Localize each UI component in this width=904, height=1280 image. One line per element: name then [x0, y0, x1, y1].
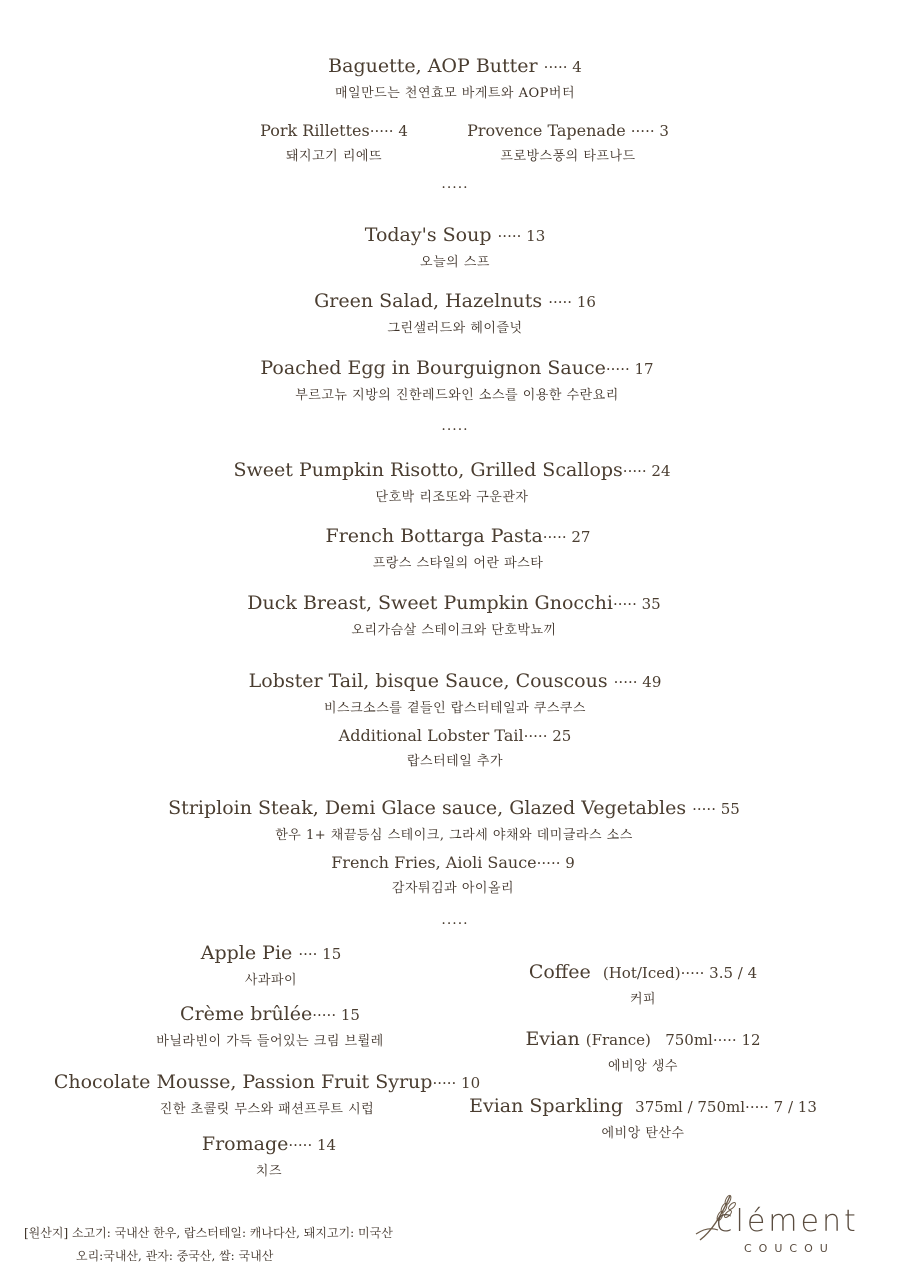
item-name: Green Salad, Hazelnuts — [314, 290, 543, 312]
item-price: ····· 10 — [432, 1074, 481, 1092]
menu-item-soup — [365, 223, 545, 272]
restaurant-logo — [694, 1190, 864, 1262]
section-separator: ····· — [441, 422, 469, 438]
item-korean: 감자튀김과 아이올리 — [391, 881, 515, 896]
item-price: ····· 3.5 / 4 — [680, 964, 758, 982]
menu-item-egg — [260, 356, 653, 405]
item-name: Provence Tapenade — [467, 121, 626, 140]
menu-item-fromage — [202, 1132, 336, 1181]
origin-line-2: 오리:국내산, 관자: 중국산, 쌀: 국내산 — [76, 1249, 274, 1263]
item-name: French Bottarga Pasta — [325, 525, 543, 547]
item-name: Sweet Pumpkin Risotto, Grilled Scallops — [233, 459, 623, 481]
item-detail: (Hot/Iced) — [602, 964, 681, 982]
item-price: ····· 4 — [369, 122, 408, 140]
item-korean: 진한 초콜릿 무스와 패션프루트 시럽 — [159, 1102, 375, 1117]
item-korean: 바닐라빈이 가득 들어있는 크림 브륄레 — [156, 1034, 384, 1049]
menu-item-apple-pie — [201, 941, 342, 990]
item-name: Apple Pie — [200, 942, 293, 964]
item-name: Chocolate Mousse, Passion Fruit Syrup — [53, 1071, 433, 1093]
item-korean: 부르고뉴 지방의 진한레드와인 소스를 이용한 수란요리 — [295, 388, 619, 403]
item-price: ···· 15 — [298, 945, 342, 963]
item-korean: 오리가슴살 스테이크와 단호박뇨끼 — [351, 623, 557, 638]
item-name: Pork Rillettes — [260, 121, 370, 140]
item-price: ····· 55 — [692, 800, 740, 818]
item-price: ····· 17 — [605, 360, 654, 378]
item-price: ····· 25 — [523, 727, 572, 745]
menu-item-duck — [247, 591, 660, 640]
item-price: ····· 13 — [497, 227, 546, 245]
item-price: ····· 27 — [542, 528, 591, 546]
item-price: ····· 9 — [536, 854, 575, 872]
menu-item-coffee — [529, 960, 757, 1009]
item-name: Evian — [525, 1028, 580, 1050]
menu-item-steak — [168, 796, 740, 845]
menu-item-evian-sparkling — [469, 1094, 817, 1143]
item-name: Lobster Tail, bisque Sauce, Couscous — [248, 670, 608, 692]
item-korean: 단호박 리조또와 구운관자 — [375, 490, 529, 505]
item-name: Today's Soup — [364, 224, 492, 246]
menu-item-tapenade — [467, 120, 669, 166]
item-price: ····· 14 — [288, 1136, 337, 1154]
item-korean: 오늘의 스프 — [420, 255, 490, 270]
menu-item-lobster-additional — [339, 725, 572, 771]
menu-item-creme-brulee — [156, 1002, 383, 1051]
item-price: ····· 49 — [613, 673, 662, 691]
item-name: Additional Lobster Tail — [338, 726, 524, 745]
item-korean: 비스크소스를 곁들인 랍스터테일과 쿠스쿠스 — [323, 701, 586, 716]
item-name: French Fries, Aioli Sauce — [331, 853, 537, 872]
logo-subtitle: COUCOU — [744, 1242, 835, 1255]
item-price: ····· 4 — [543, 58, 582, 76]
menu-item-lobster — [249, 669, 662, 718]
item-price: ····· 16 — [548, 293, 596, 311]
item-name: Coffee — [528, 961, 591, 983]
item-price: ····· 24 — [622, 462, 671, 480]
item-korean: 사과파이 — [244, 973, 298, 988]
item-price: ····· 3 — [630, 122, 669, 140]
item-korean: 매일만드는 천연효모 바게트와 AOP버터 — [334, 86, 576, 101]
item-name: Duck Breast, Sweet Pumpkin Gnocchi — [247, 592, 614, 614]
section-separator: ····· — [441, 180, 469, 196]
section-separator: ····· — [441, 916, 469, 932]
item-korean: 한우 1+ 채끝등심 스테이크, 그라세 야채와 데미글라스 소스 — [275, 828, 633, 843]
item-korean: 치즈 — [255, 1164, 283, 1179]
origin-notice — [24, 1222, 393, 1268]
item-korean: 프랑스 스타일의 어란 파스타 — [372, 556, 544, 571]
item-korean: 커피 — [629, 992, 657, 1007]
item-name: Crème brûlée — [180, 1003, 313, 1025]
item-korean: 에비앙 생수 — [608, 1059, 678, 1074]
item-name: Evian Sparkling — [469, 1095, 624, 1117]
menu-item-salad — [314, 289, 596, 338]
menu-item-chocolate-mousse — [54, 1070, 480, 1119]
item-detail: (France) 750ml — [585, 1031, 713, 1049]
item-korean: 랍스터테일 추가 — [406, 754, 504, 769]
item-korean: 에비앙 탄산수 — [601, 1126, 685, 1141]
item-korean: 그린샐러드와 헤이즐넛 — [387, 321, 523, 336]
logo-wordmark: clément — [716, 1204, 859, 1239]
menu-item-evian — [525, 1027, 760, 1076]
menu-item-baguette — [328, 54, 582, 103]
item-name: Striploin Steak, Demi Glace sauce, Glazed Vegetables — [168, 797, 687, 819]
item-name: Poached Egg in Bourguignon Sauce — [260, 357, 606, 379]
menu-item-pasta — [326, 524, 591, 573]
menu-item-risotto — [234, 458, 671, 507]
item-price: ····· 35 — [613, 595, 661, 613]
menu-item-rillettes — [260, 120, 408, 166]
item-korean: 프로방스풍의 타프나드 — [500, 149, 636, 164]
item-detail: 375ml / 750ml — [635, 1098, 746, 1116]
item-price: ····· 12 — [712, 1031, 761, 1049]
item-korean: 돼지고기 리에뜨 — [285, 149, 383, 164]
menu-item-fries — [331, 852, 575, 898]
item-price: ····· 15 — [312, 1006, 360, 1024]
item-price: ····· 7 / 13 — [745, 1098, 817, 1116]
origin-line-1: [원산지] 소고기: 국내산 한우, 랍스터테일: 캐나다산, 돼지고기: 미국산 — [24, 1226, 393, 1240]
item-name: Baguette, AOP Butter — [328, 55, 538, 77]
item-name: Fromage — [201, 1133, 289, 1155]
